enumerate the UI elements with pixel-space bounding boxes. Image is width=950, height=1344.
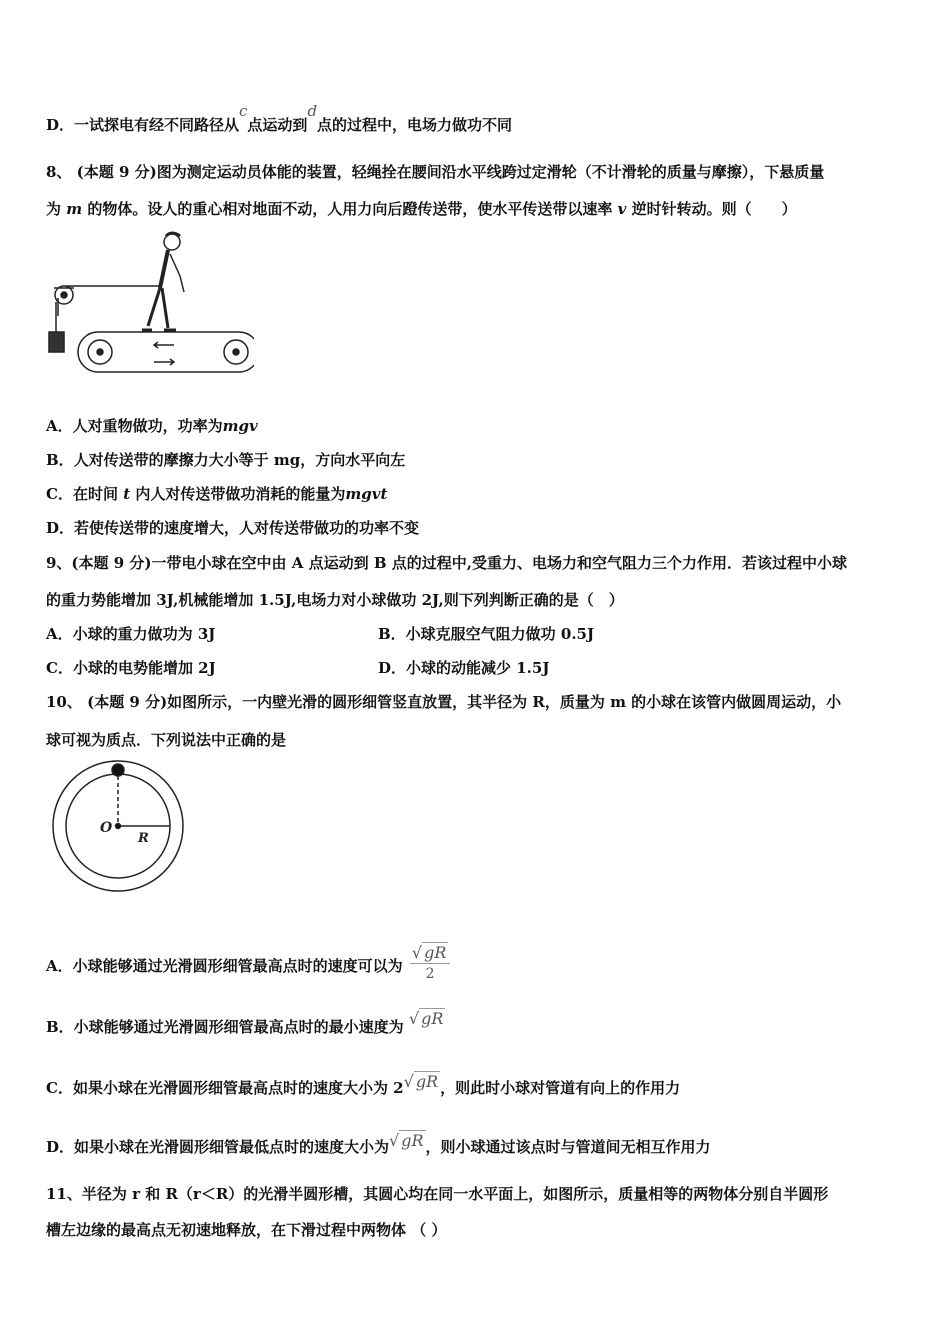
q8-option-b: B．人对传送带的摩擦力大小等于 mg，方向水平向左 bbox=[46, 451, 406, 469]
q8-stem-line1: 8、 (本题 9 分)图为测定运动员体能的装置，轻绳拴在腰间沿水平线跨过定滑轮（不计滑轮的质量与摩擦），下悬质量 bbox=[46, 163, 825, 181]
point-c-label: c bbox=[239, 102, 248, 120]
q7-option-d bbox=[46, 102, 513, 135]
q8-option-c: C．在时间 t 内人对传送带做功消耗的能量为mgvt bbox=[46, 485, 388, 503]
q9-stem-line1: 9、(本题 9 分)一带电小球在空中由 A 点运动到 B 点的过程中,受重力、电场力和空气阻力三个力作用．若该过程中小球 bbox=[46, 554, 847, 572]
q10-option-b: B．小球能够通过光滑圆形细管最高点时的最小速度为 √ gR bbox=[46, 1009, 444, 1036]
q8-stem-line2: 为 m 的物体。设人的重心相对地面不动，人用力向后蹬传送带，使水平传送带以速率 v 逆时针转动。则（ ） bbox=[46, 200, 797, 218]
q9-option-b: B．小球克服空气阻力做功 0.5J bbox=[378, 625, 595, 643]
sqrt-gr: √ gR bbox=[389, 1131, 424, 1150]
point-d-label: d bbox=[307, 102, 318, 120]
q7-option-d-text-mid: 点运动到 bbox=[247, 116, 308, 134]
q8-option-d: D．若使传送带的速度增大，人对传送带做功的功率不变 bbox=[46, 519, 420, 537]
q7-option-d-text-end: 点的过程中，电场力做功不同 bbox=[317, 116, 513, 134]
center-label-o: O bbox=[100, 820, 113, 836]
q7-option-d-text: D．一试探电有经不同路径从 bbox=[46, 116, 240, 134]
power-expression: mgv bbox=[222, 417, 258, 435]
q8-option-a: A．人对重物做功，功率为mgv bbox=[46, 417, 258, 435]
circular-tube-figure bbox=[48, 758, 188, 898]
q9-stem-line2: 的重力势能增加 3J,机械能增加 1.5J,电场力对小球做功 2J,则下列判断正确的是（ ） bbox=[46, 591, 624, 609]
q10-option-c: C．如果小球在光滑圆形细管最高点时的速度大小为 2 √ gR ，则此时小球对管道有向上的作用力 bbox=[46, 1072, 681, 1097]
treadmill-figure bbox=[44, 228, 254, 383]
q9-option-d: D．小球的动能减少 1.5J bbox=[378, 659, 550, 677]
q10-option-a: A．小球能够通过光滑圆形细管最高点时的速度可以为 √ gR 2 bbox=[46, 946, 450, 988]
sqrt-gr: √ gR bbox=[403, 1072, 439, 1091]
q10-option-d: D．如果小球在光滑圆形细管最低点时的速度大小为 √ gR ，则小球通过该点时与管道间无相互作用力 bbox=[46, 1131, 711, 1156]
mass-symbol: m bbox=[66, 200, 83, 218]
q11-stem-line2: 槽左边缘的最高点无初速地释放，在下滑过程中两物体 （ ） bbox=[46, 1221, 447, 1239]
q10-stem-line2: 球可视为质点．下列说法中正确的是 bbox=[46, 731, 287, 749]
energy-expression: mgvt bbox=[345, 485, 388, 503]
q10-stem-line1: 10、 (本题 9 分)如图所示，一内壁光滑的圆形细管竖直放置，其半径为 R，质量为 m 的小球在该管内做圆周运动，小 bbox=[46, 693, 842, 711]
speed-symbol: v bbox=[617, 200, 627, 218]
q11-stem-line1: 11、半径为 r 和 R（r＜R）的光滑半圆形槽，其圆心均在同一水平面上，如图所示，质量相等的两物体分别自半圆形 bbox=[46, 1185, 829, 1203]
q9-option-a: A．小球的重力做功为 3J bbox=[46, 625, 216, 643]
sqrt-gr-over-2: √ gR 2 bbox=[410, 942, 451, 984]
q9-option-c: C．小球的电势能增加 2J bbox=[46, 659, 216, 677]
radius-label-r: R bbox=[138, 831, 149, 846]
sqrt-gr: √ gR bbox=[408, 1009, 444, 1028]
